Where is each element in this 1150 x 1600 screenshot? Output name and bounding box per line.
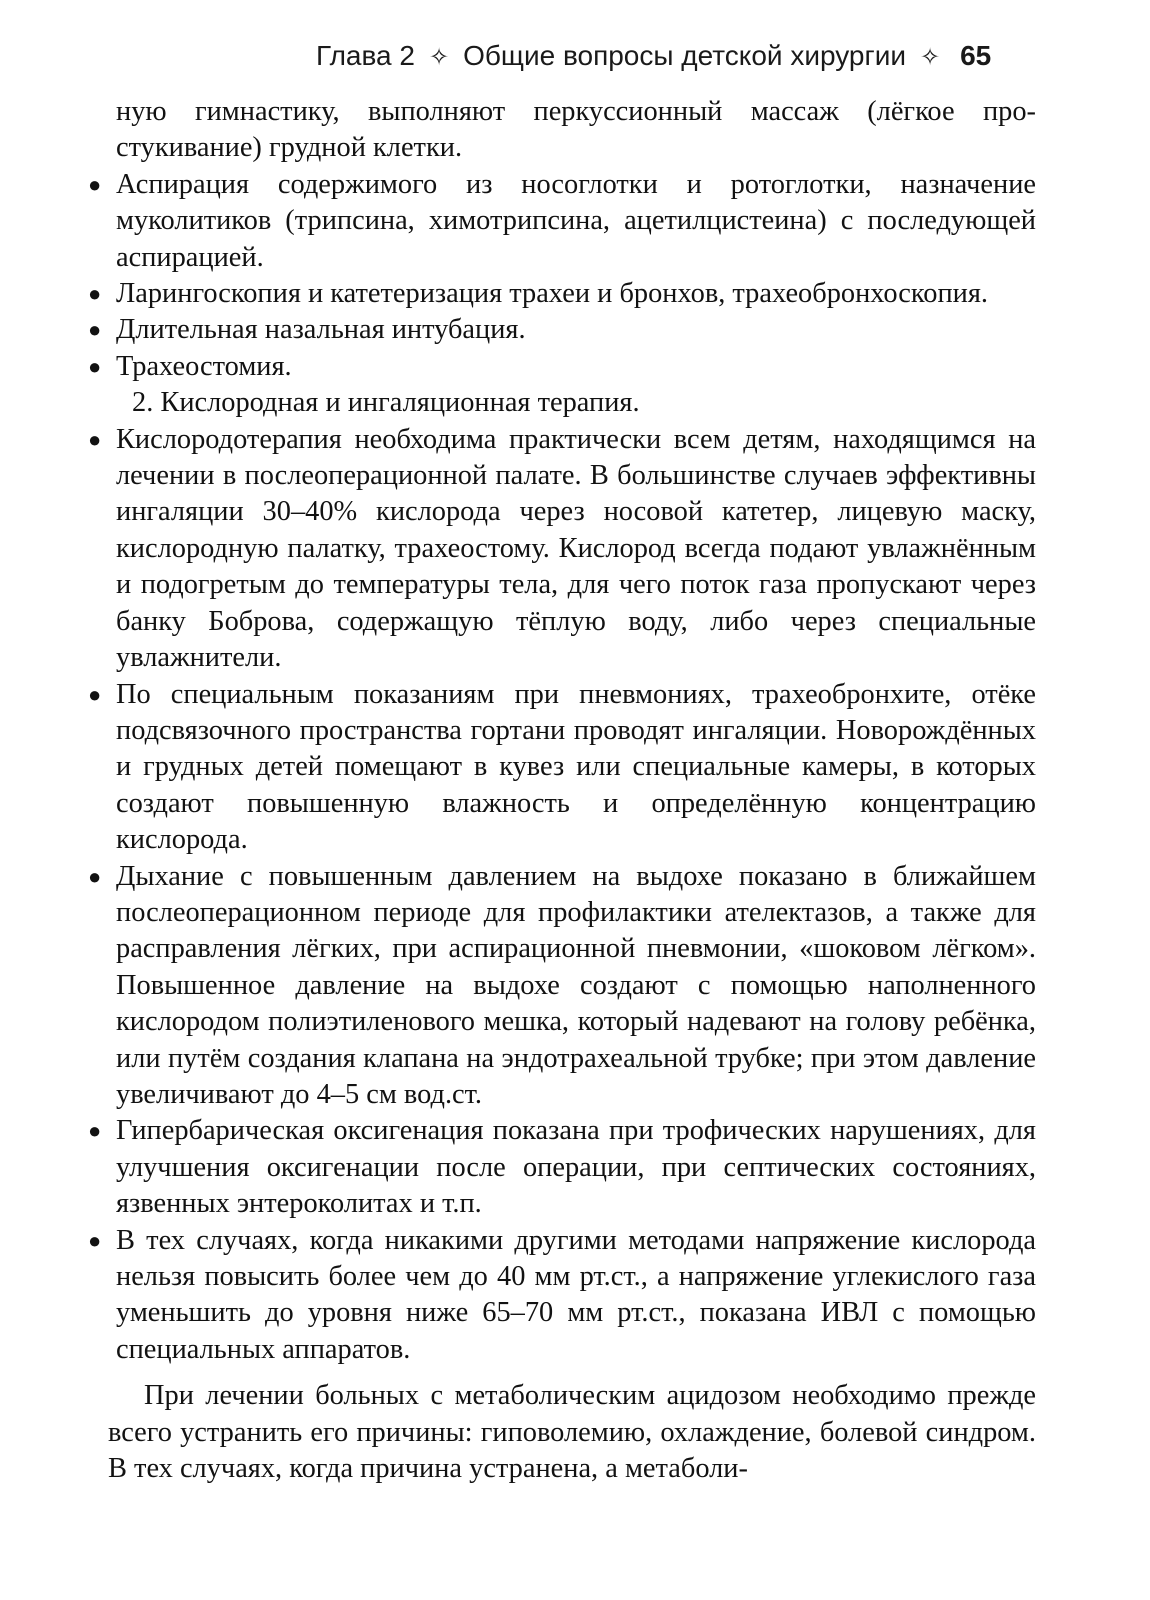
bullet-icon: ● [88, 171, 102, 197]
page-number: 65 [960, 40, 992, 71]
numbered-heading: 2. Кислородная и ингаляционная терапия. [132, 387, 640, 419]
list-item-text: Аспирация содержимого из носоглотки и ротоглотки, назначение муколитиков (трипсина, химотрипсина, ацетилцистеина) с последующей аспирацией. [116, 168, 1036, 273]
list-item-text: По специальным показаниям при пневмониях, трахеобронхите, отёке подсвязочного пространства гортани проводят ингаляции. Новорождённых и грудных детей помещают в кувез или специальные камеры, в которых создают повышенную влажность и определённую концентрацию кислорода. [116, 678, 1036, 856]
list-item-text: Дыхание с повышенным давлением на выдохе показано в ближайшем послеоперационном периоде для профилактики ателектазов, а также для расправления лёгких, при аспирационной пневмонии, «шоковом лёгком». Повышенное давление на выдохе создают с помощью наполненного кислородом полиэтиленового мешка, который надевают на голову ребёнка, или путём создания клапана на эндотрахеальной трубке; при этом давление увеличивают до 4–5 см вод.ст. [116, 860, 1036, 1110]
diamond-separator-icon: ✧ [919, 44, 941, 71]
bullet-icon: ● [88, 681, 102, 707]
list-item [88, 1223, 1036, 1369]
body-text [88, 94, 1036, 1487]
list-item-text: Длительная назальная интубация. [116, 314, 526, 346]
bullet-icon: ● [88, 353, 102, 379]
list-item-text: Кислородотерапия необходима практически всем детям, находящимся на лечении в послеоперационной палате. В большинстве случаев эффективны ингаляции 30–40% кислорода через носовой катетер, лицевую маску, кислородную палатку, трахеостому. Кислород всегда подают увлажнённым и подогретым до температуры тела, для чего поток газа пропускают через банку Боброва, содержащую тёплую воду, либо через специальные увлажнители. [116, 423, 1036, 674]
paragraph-continuation: ную гимнастику, выполняют перкуссионный массаж (лёгкое простукивание) грудной клетки. [116, 96, 1036, 164]
list-item-text: В тех случаях, когда никакими другими методами напряжение кислорода нельзя повысить более чем до 40 мм рт.ст., а напряжение углекислого газа уменьшить до уровня ниже 65–70 мм рт.ст., показана ИВЛ с помощью специальных аппаратов. [116, 1224, 1036, 1365]
bullet-icon: ● [88, 1118, 102, 1144]
running-header [316, 36, 1036, 76]
diamond-separator-icon: ✧ [428, 44, 450, 71]
list-item [88, 677, 1036, 859]
list-item [88, 349, 1036, 385]
list-item [88, 312, 1036, 348]
chapter-label: Глава 2 [316, 40, 415, 71]
bullet-icon: ● [88, 317, 102, 343]
list-item [88, 167, 1036, 276]
list-item [88, 859, 1036, 1114]
chapter-title: Общие вопросы детской хирургии [463, 40, 906, 71]
list-item [88, 276, 1036, 312]
list-item-text: Трахеостомия. [116, 350, 292, 382]
bullet-icon: ● [88, 863, 102, 889]
list-item-text: Гипербарическая оксигенация показана при трофических нарушениях, для улучшения оксигенации после операции, при септических состояниях, язвенных энтероколитах и т.п. [116, 1115, 1036, 1220]
list-item [88, 422, 1036, 677]
bullet-icon: ● [88, 281, 102, 307]
list-item-text: Ларингоскопия и катетеризация трахеи и бронхов, трахеобронхоскопия. [116, 278, 988, 310]
bullet-icon: ● [88, 426, 102, 452]
paragraph: При лечении больных с метаболическим ацидозом необходимо прежде всего устранить его причины: гиповолемию, охлаждение, болевой синдром. В тех случаях, когда причина устранена, а метаболи- [108, 1380, 1036, 1485]
list-item [88, 1113, 1036, 1222]
bullet-icon: ● [88, 1227, 102, 1253]
